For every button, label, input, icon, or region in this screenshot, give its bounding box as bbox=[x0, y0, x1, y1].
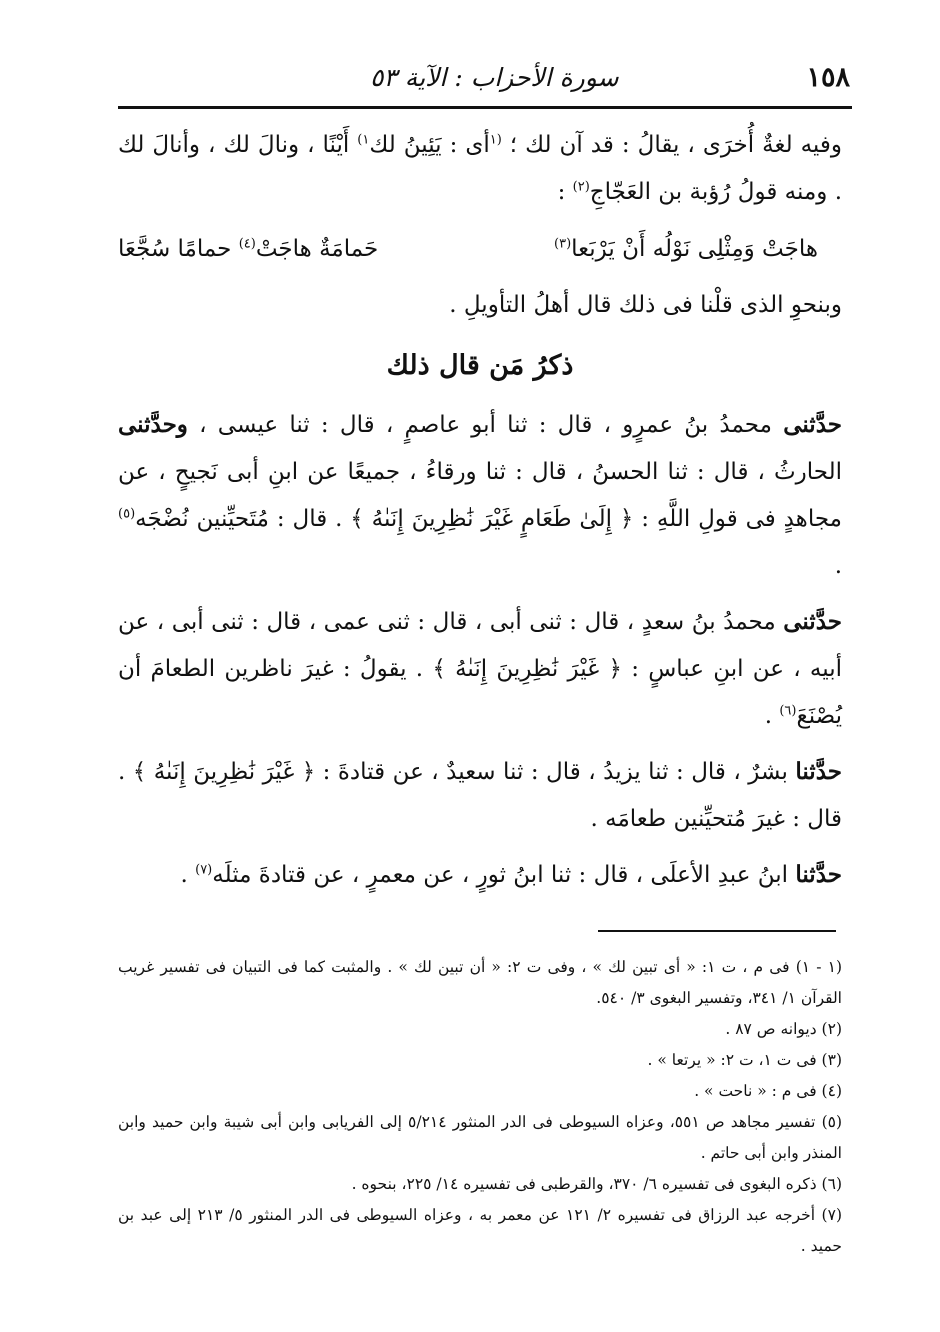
footnote-ref: (٦) bbox=[779, 703, 797, 719]
main-text bbox=[118, 122, 842, 907]
text-span: حَمامَةٌ هاجَتْ bbox=[255, 236, 379, 262]
text-span: . bbox=[834, 553, 842, 579]
text-span: بشرٌ ، قال : ثنا يزيدُ ، قال : ثنا سعيدٌ ، عن قتادةَ : ﴿ غَيْرَ نَٰظِرِينَ إِنَىٰهُ ﴾ . قال : غيرَ مُتحيِّنين طعامَه . bbox=[118, 759, 842, 832]
footnote-ref: ١) bbox=[357, 132, 370, 148]
footnote-ref: (١ bbox=[489, 132, 502, 148]
hadith-3 bbox=[118, 748, 842, 843]
hadith-4 bbox=[118, 851, 842, 899]
text-span: أى : يَئِينُ لك bbox=[369, 132, 490, 158]
text-span: وفيه لغةٌ أُخرَى ، يقالُ : قد آن لك ؛ bbox=[501, 132, 842, 158]
page-header bbox=[120, 52, 850, 102]
text-span: محمدُ بنُ سعدٍ ، قال : ثنى أبى ، قال : ثنى عمى ، قال : ثنى أبى ، عن أبيه ، عن ابنِ عباسٍ : ﴿ غَيْرَ نَٰظِرِينَ إِنَىٰهُ ﴾ . يقولُ : غيرَ ناظرين الطعامَ أن يُصْنَعَ bbox=[118, 609, 842, 729]
text-span: هاجَتْ وَمِثْلِى نَوْلُه أَنْ يَرْبَعا bbox=[571, 236, 818, 262]
text-span: حمامًا سُجَّعَا bbox=[118, 236, 239, 262]
footnote-ref: (٢) bbox=[572, 179, 590, 195]
hadith-2 bbox=[118, 598, 842, 740]
narration-lead: حدَّثنى bbox=[783, 608, 842, 635]
section-heading: ذكرُ مَن قال ذلك bbox=[386, 350, 574, 381]
text-span: . bbox=[764, 703, 780, 729]
text-span: أَيْنًا ، ونالَ لك ، وأنالَ لك . ومنه قولُ رُؤبة بن العَجّاجِ bbox=[118, 132, 842, 205]
poetry-verse bbox=[118, 224, 818, 274]
text-span: الحارثُ ، قال : ثنا الحسنُ ، قال : ثنا ورقاءُ ، جميعًا عن ابنِ أبى نَجيحٍ ، عن مجاهدٍ فى قولِ اللَّهِ : ﴿ إِلَىٰ طَعَامٍ غَيْرَ نَٰظِرِينَ إِنَىٰهُ ﴾ . قال : مُتَحيِّنين نُضْجَه bbox=[118, 459, 842, 532]
hadith-1 bbox=[118, 401, 842, 590]
footnote-rule bbox=[598, 930, 836, 932]
page-number: ١٥٨ bbox=[806, 61, 850, 93]
footnote-item: (٤) فى م : « ناحت » . bbox=[694, 1082, 842, 1100]
narration-lead: حدَّثنى bbox=[783, 411, 842, 438]
paragraph-1 bbox=[118, 122, 842, 216]
text-span: . bbox=[180, 862, 196, 888]
footnote-ref: (٥) bbox=[118, 506, 136, 522]
footnote-item: (١ - ١) فى م ، ت ١: « أى تبين لك » ، وفى ت ٢: « أن تبين لك » . والمثبت كما فى التبيان فى تفسير غريب القرآن ١/ ٣٤١، وتفسير البغوى ٣/ ٥٤٠. bbox=[118, 958, 843, 1007]
footnote-item: (٥) تفسير مجاهد ص ٥٥١، وعزاه السيوطى فى الدر المنثور ٥/٢١٤ إلى الفريابى وابن أبى شيبة وابن حميد وابن المنذر وابن أبى حاتم . bbox=[118, 1113, 843, 1162]
text-span: : bbox=[557, 179, 573, 205]
footnote-ref: (٣) bbox=[554, 236, 572, 252]
footnote-item: (٦) ذكره البغوى فى تفسيره ٦/ ٣٧٠، والقرطبى فى تفسيره ١٤/ ٢٢٥، بنحوه . bbox=[351, 1175, 842, 1193]
footnote-ref: (٤) bbox=[238, 236, 256, 252]
footnote-ref: (٧) bbox=[195, 862, 213, 878]
footnote-item: (٢) ديوانه ص ٨٧ . bbox=[725, 1020, 842, 1038]
text-span: ابنُ عبدِ الأعلَى ، قال : ثنا ابنُ ثورٍ ، عن معمرٍ ، عن قتادةَ مثلَه bbox=[212, 862, 796, 888]
narration-lead: حدَّثنا bbox=[795, 861, 842, 888]
verse-hemistich-left bbox=[118, 236, 378, 262]
paragraph-2: وبنحوِ الذى قلْنا فى ذلك قال أهلُ التأويلِ . bbox=[449, 292, 842, 318]
footnote-item: (٣) فى ت ١، ت ٢: « يرتعا » . bbox=[647, 1051, 842, 1069]
text-span: محمدُ بنُ عمرٍو ، قال : ثنا أبو عاصمٍ ، قال : ثنا عيسى ، bbox=[187, 412, 784, 438]
narration-lead: حدَّثنا bbox=[795, 758, 842, 785]
header-rule bbox=[118, 106, 852, 109]
running-head: سورة الأحزاب : الآية ٥٣ bbox=[370, 62, 619, 92]
footnote-item: (٧) أخرجه عبد الرزاق فى تفسيره ٢/ ١٢١ عن معمر به ، وعزاه السيوطى فى الدر المنثور ٥/ ٢١٣ إلى عبد بن حميد . bbox=[118, 1206, 842, 1255]
verse-hemistich-right bbox=[554, 236, 818, 262]
narration-lead: وحدَّثنى bbox=[118, 411, 188, 438]
footnotes bbox=[118, 952, 842, 1262]
